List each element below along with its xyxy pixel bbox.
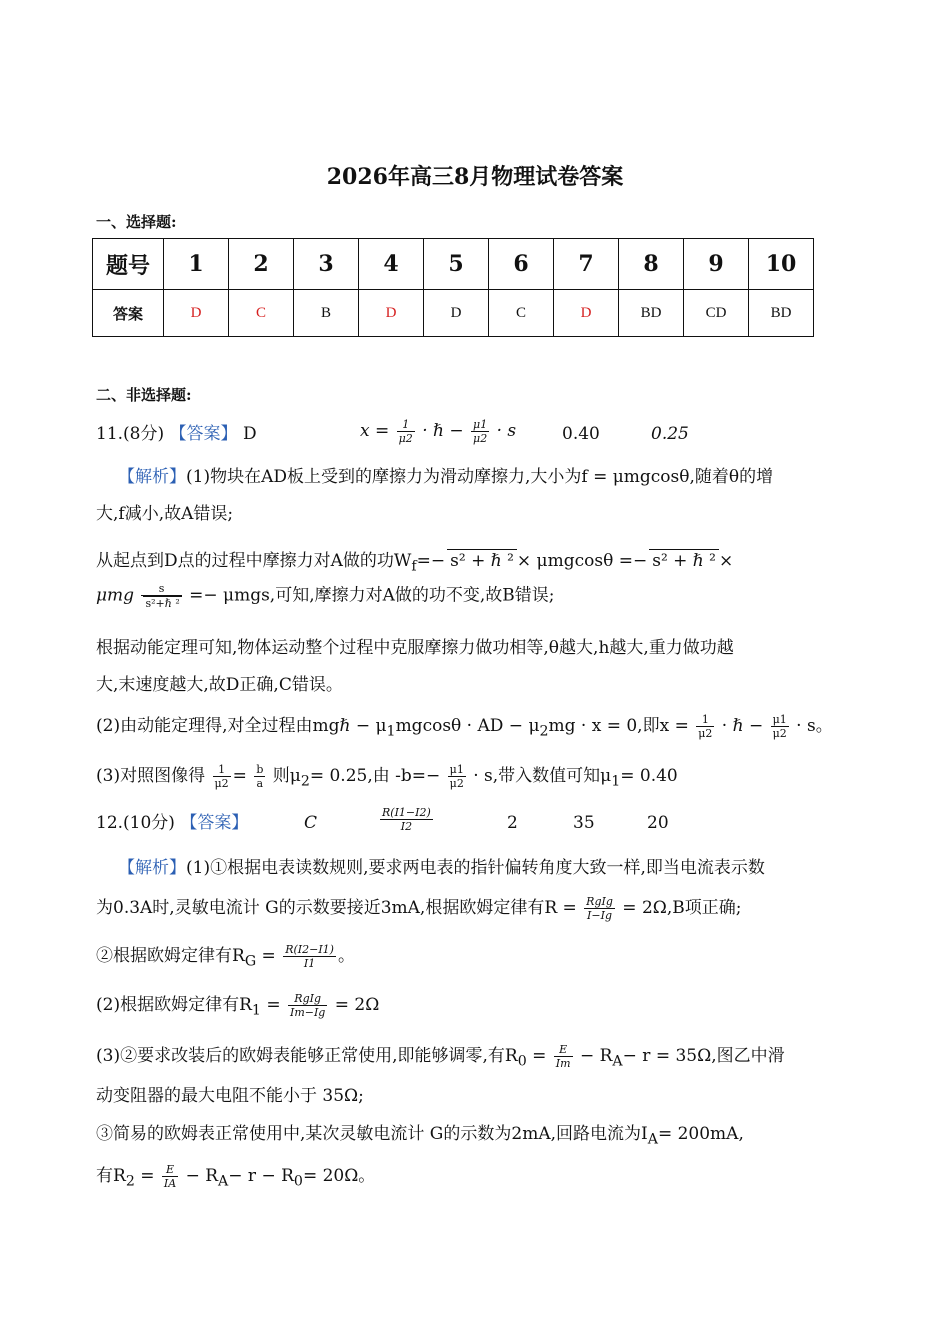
- q12-label: 12.(10分): [96, 813, 175, 833]
- answer-cell: B: [294, 290, 359, 337]
- question-number: 4: [359, 239, 424, 290]
- q12-analysis-line-6: 动变阻器的最大电阻不能小于 35Ω;: [96, 1086, 364, 1106]
- answer-cell: BD: [619, 290, 684, 337]
- answer-cell: C: [229, 290, 294, 337]
- section-choice-heading: 一、选择题:: [96, 213, 177, 231]
- question-number: 9: [684, 239, 749, 290]
- answer-cell: C: [489, 290, 554, 337]
- q11-analysis-line-3: 从起点到D点的过程中摩擦力对A做的功$W_f=- s^2$ + ℏ ² × μmgcosθ =− s² + ℏ ² ×: [96, 551, 734, 575]
- q11-analysis-line-2: 大,f减小,故A错误;: [96, 504, 234, 524]
- q12-analysis-line-4: (2)根据欧姆定律有$R_1$ = $\frac{\text{RgIg}}{Im-Ig}$ = 2Ω: [96, 992, 380, 1019]
- q11-answer-4: 0.25: [651, 424, 689, 444]
- question-number: 2: [229, 239, 294, 290]
- table-row-answers: [93, 290, 814, 337]
- q11-analysis-line-1: 【解析】(1)物块在AD板上受到的摩擦力为滑动摩擦力,大小为f = μmgcosθ,随着θ的增: [118, 467, 774, 487]
- q12-answer-4: 35: [573, 813, 595, 833]
- q12-analysis-line-5: (3)②要求改装后的欧姆表能够正常使用,即能够调零,有$R_0$ = $\frac{E}{Im}$ − $R_A- r = 35\Omega$,图乙中滑: [96, 1043, 785, 1070]
- answer-tag: 【答案】: [180, 813, 249, 833]
- q12-analysis-line-1: 【解析】(1)①根据电表读数规则,要求两电表的指针偏转角度大致一样,即当电流表示数: [118, 858, 765, 878]
- q11-label: 11.(8分): [96, 424, 165, 444]
- answer-cell: CD: [684, 290, 749, 337]
- section-nonchoice-heading: 二、非选择题:: [96, 386, 192, 404]
- table-row-numbers: [93, 239, 814, 290]
- q12-analysis-line-7: ③简易的欧姆表正常使用中,某次灵敏电流计 G的示数为2mA,回路电流为$I_A= 200mA$,: [96, 1124, 744, 1148]
- question-number: 3: [294, 239, 359, 290]
- q12-analysis-line-8: 有$R_2$ = $\frac{E}{IA}$ − $R_A- r - R_0= 20\Omega$。: [96, 1163, 376, 1190]
- answer-cell: D: [164, 290, 229, 337]
- q12-analysis-line-3: ②根据欧姆定律有$R_G$ = $\frac{R(I2-I1)}{I1}$ 。: [96, 943, 355, 970]
- question-number: 8: [619, 239, 684, 290]
- q11-analysis-line-6: 大,末速度越大,故D正确,C错误。: [96, 675, 343, 695]
- table-head-label: 题号: [93, 239, 164, 290]
- q12-answer-1: C: [304, 813, 318, 833]
- q12-analysis-line-2: 为0.3A时,灵敏电流计 G的示数要接近3mA,根据欧姆定律有R = $\frac{\text{RgIg}}{I-Ig}$ = 2Ω,B项正确;: [96, 895, 742, 922]
- question-number: 5: [424, 239, 489, 290]
- answer-cell: D: [359, 290, 424, 337]
- q11-analysis-line-7: (2)由动能定理得,对全过程由mgℏ − $\mu_1mgcos\theta$ · AD − $\mu_2mg \cdot x = 0$,即x = $\frac{1}{\mu 2}$ · ℏ − $\frac{\mu 1}{\mu 2}$ · s。: [96, 713, 833, 740]
- page-title: 2026年高三8月物理试卷答案: [326, 164, 624, 190]
- answer-table: [92, 238, 814, 337]
- question-number: 7: [554, 239, 619, 290]
- table-answer-label: 答案: [93, 290, 164, 337]
- question-number: 1: [164, 239, 229, 290]
- question-number: 10: [749, 239, 814, 290]
- q11-answer-line: [96, 423, 257, 445]
- q12-answer-3: 2: [507, 813, 518, 833]
- answer-tag: 【答案】: [169, 424, 238, 444]
- q12-answer-2: $\frac{R(I1-I2)}{I2}$: [382, 806, 431, 833]
- q12-answer-line: [96, 812, 248, 834]
- q11-analysis-line-8: (3)对照图像得 $\frac{1}{\mu 2}$ = $\frac{b}{a}$ 则$\mu_2= 0.25$,由 -b=− $\frac{\mu 1}{\mu 2}$ · s,带入数值可知$\mu_1= 0.40$: [96, 763, 678, 790]
- q12-answer-5: 20: [647, 813, 669, 833]
- q11-answer-3: 0.40: [562, 424, 600, 444]
- q11-answer-1: D: [242, 424, 257, 444]
- answer-cell: D: [424, 290, 489, 337]
- question-number: 6: [489, 239, 554, 290]
- q11-analysis-line-5: 根据动能定理可知,物体运动整个过程中克服摩擦力做功相等,θ越大,h越大,重力做功越: [96, 638, 734, 658]
- q11-analysis-line-4: μmg $\frac{s}{\text{s²+ℏ ²}}$ =− μmgs,可知,摩擦力对A做的功不变,故B错误;: [96, 582, 555, 610]
- answer-cell: D: [554, 290, 619, 337]
- answer-cell: BD: [749, 290, 814, 337]
- q11-answer-formula: x = $\frac{1}{\mu 2}$ · ℏ − $\frac{\mu 1}{\mu 2}$ · s: [360, 418, 517, 445]
